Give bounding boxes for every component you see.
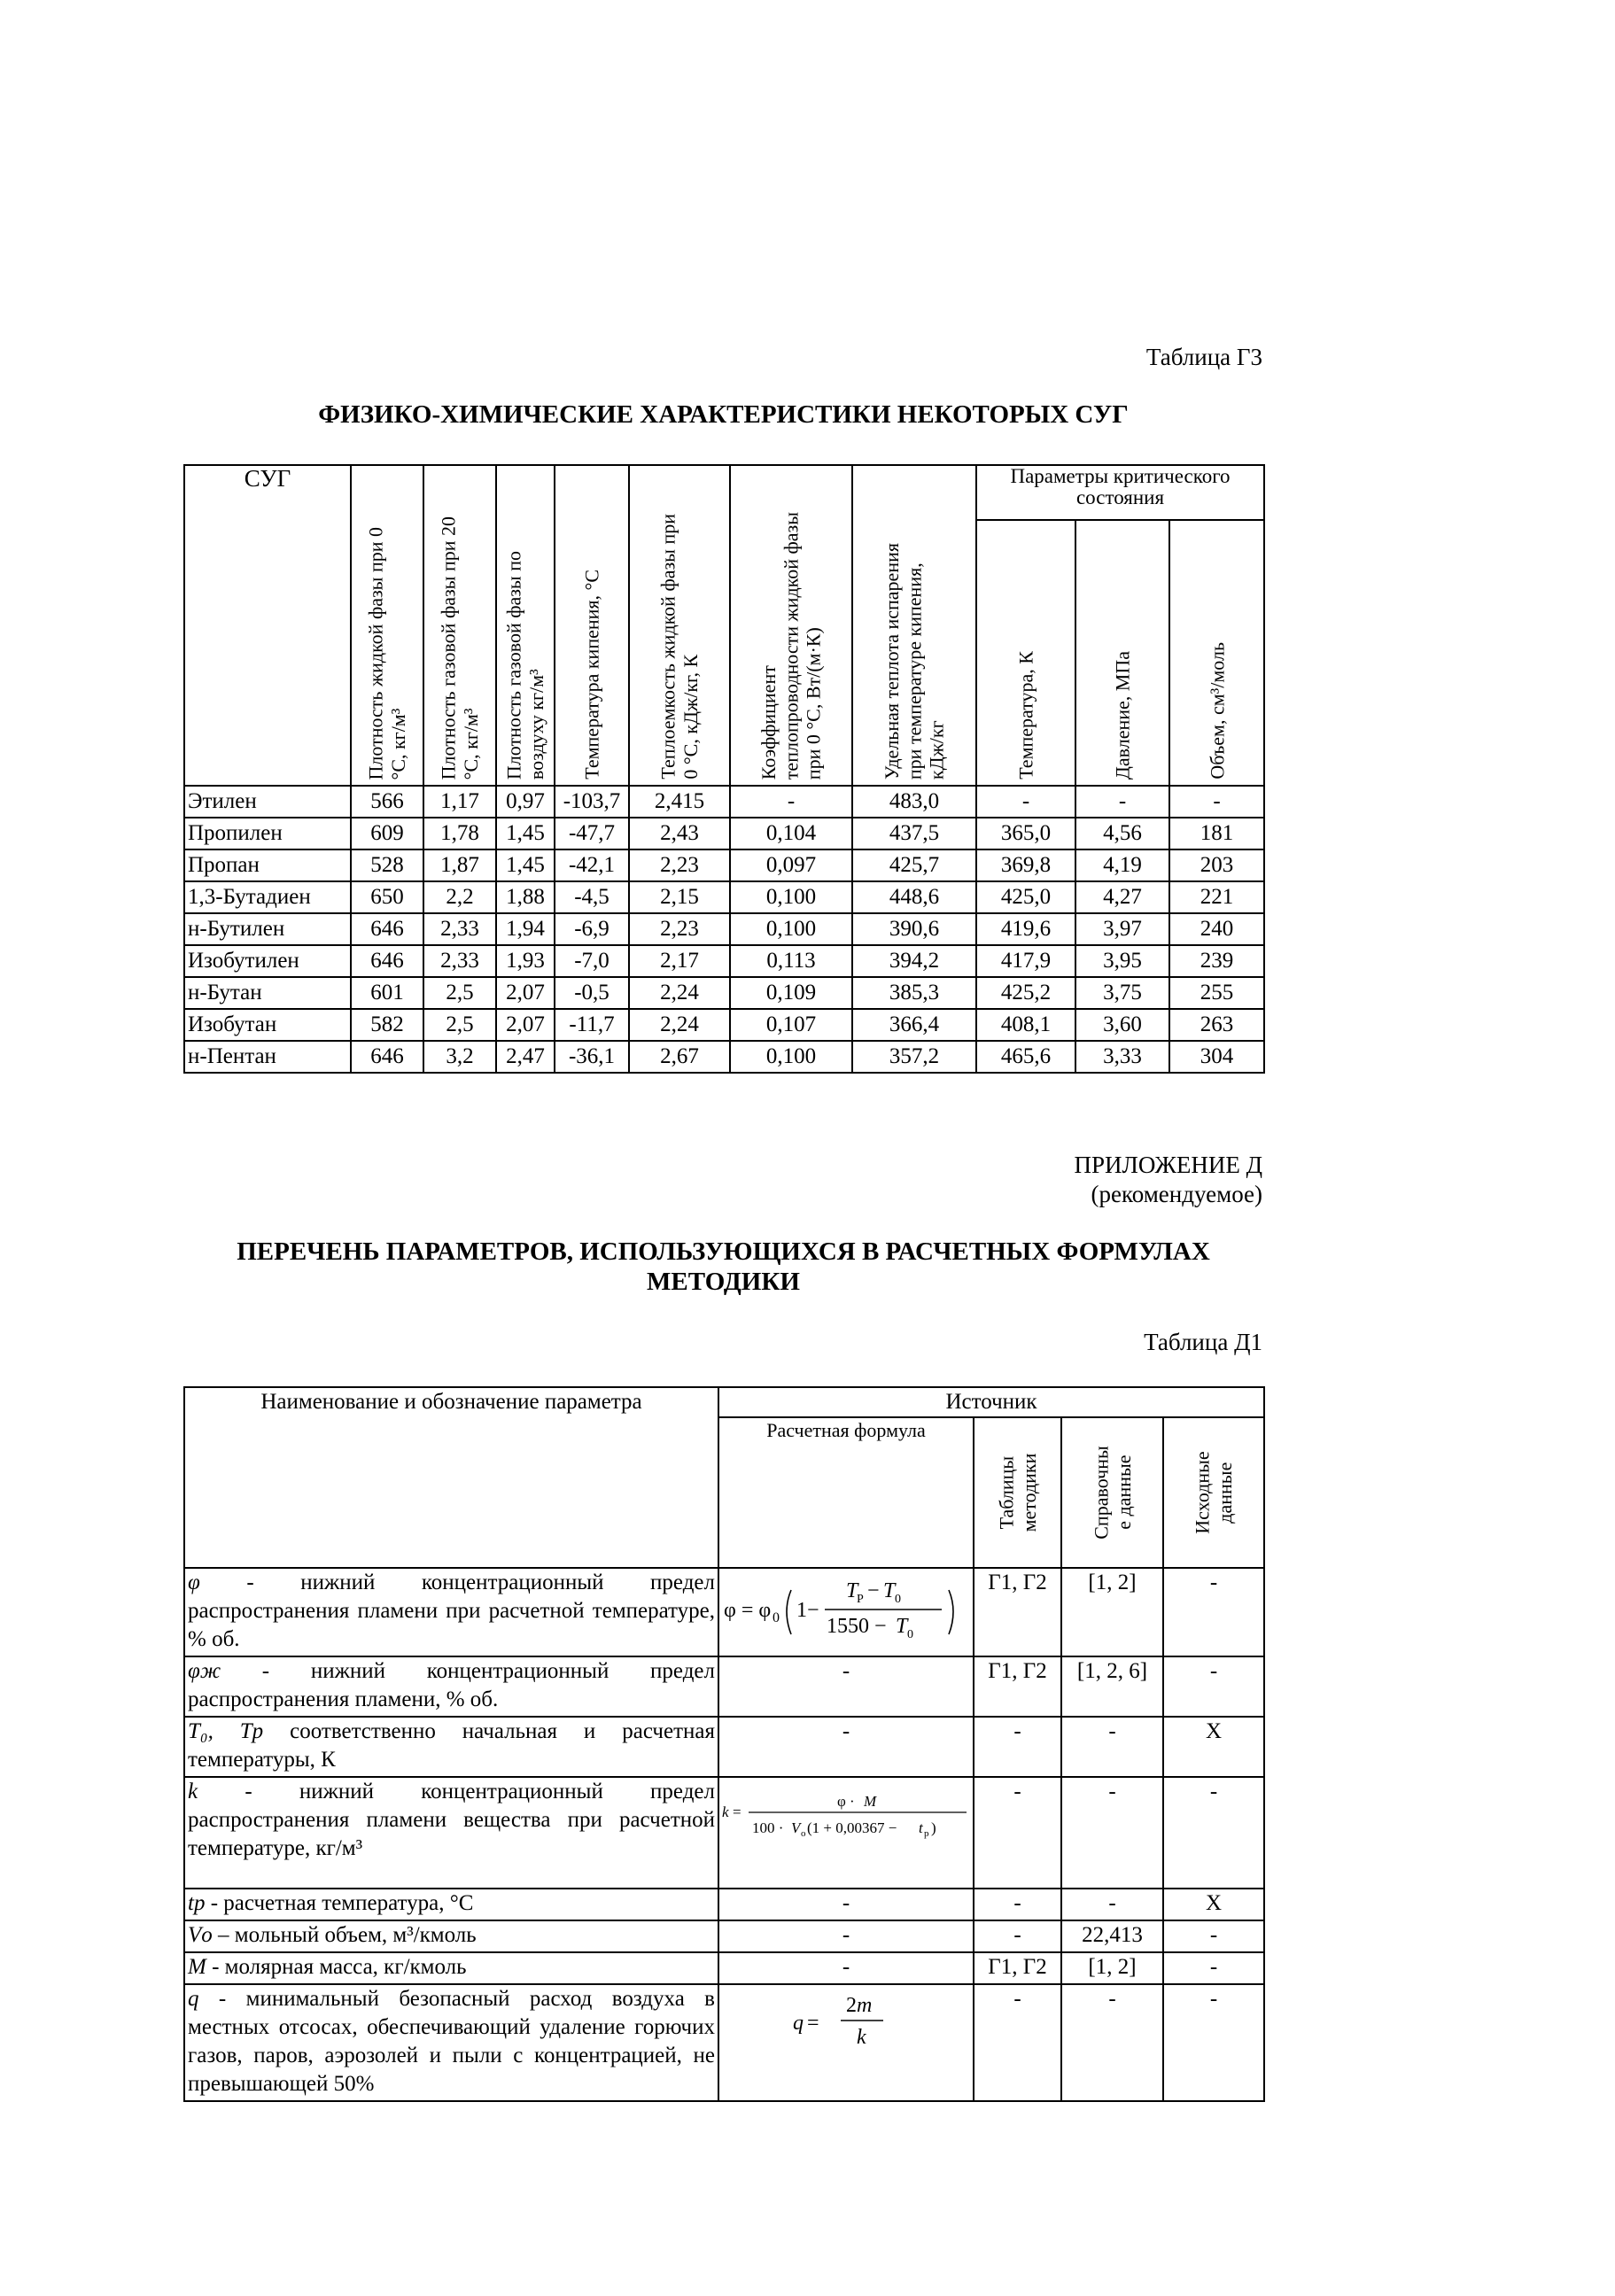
value-cell: 0,113 [730, 945, 852, 977]
appendix-label: ПРИЛОЖЕНИЕ Д [1074, 1152, 1262, 1178]
value-cell: -11,7 [555, 1009, 629, 1041]
value-cell: 483,0 [852, 786, 976, 818]
value-cell: 528 [351, 849, 423, 881]
value-cell: 1,45 [496, 818, 555, 849]
param-text: - минимальный безопасный расход воздуха в местных отсосах, обеспечивающий удаление горючих газов, паров, аэрозолей и пыли с концентрацией, не превышающей 50% [188, 1987, 715, 2096]
param-text: - молярная масса, кг/кмоль [206, 1955, 467, 1979]
value-cell: 2,07 [496, 977, 555, 1009]
value-cell: 425,7 [852, 849, 976, 881]
value-cell: -47,7 [555, 818, 629, 849]
svg-text:M: M [864, 1793, 877, 1810]
value-cell: 181 [1169, 818, 1264, 849]
header-reference-text: Справочны е данные [1090, 1446, 1135, 1540]
param-symbol: q [188, 1987, 199, 2011]
header-heat-capacity-text: Теплоемкость жидкой фазы при 0 °С, кДж/кг, К [656, 514, 702, 780]
tables-cell: - [974, 1889, 1061, 1920]
value-cell: 0,100 [730, 913, 852, 945]
table-row [184, 1041, 1264, 1073]
svg-text:2: 2 [846, 1994, 857, 2017]
value-cell: 390,6 [852, 913, 976, 945]
table-row [184, 818, 1264, 849]
value-cell: 437,5 [852, 818, 976, 849]
substance-name-cell: н-Бутилен [184, 913, 351, 945]
value-cell: 0,97 [496, 786, 555, 818]
svg-text:100 ·: 100 · [752, 1819, 784, 1836]
header-gas-air-density-text: Плотность газовой фазы по воздуху кг/м³ [502, 550, 547, 780]
value-cell: 2,23 [629, 913, 730, 945]
table-d1 [183, 1386, 1265, 2102]
value-cell: 2,47 [496, 1041, 555, 1073]
value-cell: 419,6 [976, 913, 1075, 945]
initial-cell: X [1163, 1889, 1264, 1920]
substance-name-cell: 1,3-Бутадиен [184, 881, 351, 913]
header-gas-density [423, 465, 496, 786]
value-cell: 2,15 [629, 881, 730, 913]
value-cell: 582 [351, 1009, 423, 1041]
header-crit-volume [1169, 520, 1264, 786]
value-cell: 0,109 [730, 977, 852, 1009]
table-row [184, 881, 1264, 913]
param-text: - нижний концентрационный предел распространения пламени, % об. [188, 1659, 715, 1711]
initial-cell: - [1163, 1920, 1264, 1952]
value-cell: 255 [1169, 977, 1264, 1009]
svg-text:t: t [919, 1819, 923, 1836]
table-g3-title: ФИЗИКО-ХИМИЧЕСКИЕ ХАРАКТЕРИСТИКИ НЕКОТОРЫХ СУГ [318, 400, 1129, 429]
table-row [184, 913, 1264, 945]
value-cell: 1,93 [496, 945, 555, 977]
header-tables [974, 1417, 1061, 1568]
header-crit-temp-text: Температура, К [1014, 651, 1037, 780]
table-row [184, 849, 1264, 881]
initial-cell: - [1163, 1656, 1264, 1717]
value-cell: 4,56 [1075, 818, 1169, 849]
value-cell: 417,9 [976, 945, 1075, 977]
value-cell: 601 [351, 977, 423, 1009]
svg-text:1550 −: 1550 − [827, 1615, 887, 1638]
svg-text:0: 0 [773, 1610, 780, 1625]
value-cell: 2,17 [629, 945, 730, 977]
table-row [184, 1889, 1264, 1920]
svg-text:0: 0 [895, 1593, 901, 1606]
value-cell: 3,2 [423, 1041, 496, 1073]
svg-text:P: P [857, 1593, 864, 1606]
header-crit-pressure-text: Давление, МПа [1111, 650, 1134, 780]
svg-text:=: = [733, 1803, 742, 1820]
value-cell: 646 [351, 913, 423, 945]
value-cell: 357,2 [852, 1041, 976, 1073]
initial-cell: - [1163, 1952, 1264, 1984]
value-cell: 385,3 [852, 977, 976, 1009]
table-row [184, 1984, 1264, 2101]
value-cell: 1,17 [423, 786, 496, 818]
header-crit-temp [976, 520, 1075, 786]
header-crit-volume-text: Объем, см³/моль [1205, 642, 1228, 780]
table-row [184, 1777, 1264, 1889]
reference-cell: - [1061, 1717, 1163, 1777]
value-cell: 425,2 [976, 977, 1075, 1009]
formula-cell [718, 1777, 974, 1889]
svg-text:o: o [801, 1828, 806, 1839]
header-critical-group: Параметры критического состояния [976, 465, 1264, 520]
appendix-title-line2: МЕТОДИКИ [647, 1268, 800, 1297]
value-cell: 3,75 [1075, 977, 1169, 1009]
substance-name-cell: Пропан [184, 849, 351, 881]
svg-text:φ ·: φ · [837, 1793, 855, 1810]
tables-cell: Г1, Г2 [974, 1952, 1061, 1984]
formula-cell: - [718, 1952, 974, 1984]
param-symbol: k [188, 1780, 198, 1803]
formula-cell: - [718, 1717, 974, 1777]
value-cell: -4,5 [555, 881, 629, 913]
svg-text:1−: 1− [796, 1599, 819, 1622]
svg-text:q: q [793, 2012, 804, 2035]
formula-cell: - [718, 1889, 974, 1920]
svg-text:k: k [857, 2026, 866, 2049]
value-cell: 650 [351, 881, 423, 913]
header-conductivity [730, 465, 852, 786]
value-cell: 2,23 [629, 849, 730, 881]
appendix-title [183, 1237, 1263, 1297]
param-text: соответственно начальная и расчетная температуры, К [188, 1719, 715, 1772]
param-cell [184, 1656, 718, 1717]
header-initial [1163, 1417, 1264, 1568]
header-evaporation-heat [852, 465, 976, 786]
substance-name-cell: Изобутан [184, 1009, 351, 1041]
value-cell: 366,4 [852, 1009, 976, 1041]
formula-phi [722, 1572, 970, 1650]
value-cell: 2,24 [629, 1009, 730, 1041]
value-cell: 239 [1169, 945, 1264, 977]
value-cell: 1,88 [496, 881, 555, 913]
param-cell [184, 1717, 718, 1777]
value-cell: 2,5 [423, 977, 496, 1009]
table-g3 [183, 464, 1265, 1074]
formula-cell: - [718, 1920, 974, 1952]
header-gas-air-density [496, 465, 555, 786]
table-row [184, 1568, 1264, 1656]
value-cell: 2,33 [423, 945, 496, 977]
value-cell: 2,43 [629, 818, 730, 849]
svg-text:=: = [807, 2012, 819, 2035]
reference-cell: - [1061, 1889, 1163, 1920]
value-cell: 448,6 [852, 881, 976, 913]
substance-name-cell: Пропилен [184, 818, 351, 849]
value-cell: 0,100 [730, 1041, 852, 1073]
value-cell: -36,1 [555, 1041, 629, 1073]
svg-text:0: 0 [907, 1628, 913, 1641]
value-cell: - [1169, 786, 1264, 818]
initial-cell: - [1163, 1777, 1264, 1889]
value-cell: 1,94 [496, 913, 555, 945]
formula-cell: - [718, 1656, 974, 1717]
table-row [184, 977, 1264, 1009]
value-cell: 408,1 [976, 1009, 1075, 1041]
value-cell: 2,2 [423, 881, 496, 913]
param-symbol: φ [188, 1571, 200, 1594]
reference-cell: [1, 2] [1061, 1568, 1163, 1656]
value-cell: 2,67 [629, 1041, 730, 1073]
header-liquid-density [351, 465, 423, 786]
value-cell: 4,19 [1075, 849, 1169, 881]
value-cell: -42,1 [555, 849, 629, 881]
svg-text:k: k [722, 1803, 729, 1820]
value-cell: 646 [351, 945, 423, 977]
substance-name-cell: н-Пентан [184, 1041, 351, 1073]
header-conductivity-text: Коэффициент теплопроводности жидкой фазы при 0 °С, Вт/(м·К) [757, 511, 825, 780]
svg-text:T: T [846, 1579, 858, 1602]
header-gas-density-text: Плотность газовой фазы при 20 °С, кг/м³ [437, 516, 482, 780]
value-cell: 0,107 [730, 1009, 852, 1041]
value-cell: -103,7 [555, 786, 629, 818]
param-text: – мольный объем, м³/кмоль [212, 1923, 477, 1947]
param-text: - нижний концентрационный предел распространения пламени при расчетной температуре, % об. [188, 1571, 715, 1651]
param-cell [184, 1889, 718, 1920]
svg-text:T: T [883, 1579, 896, 1602]
formula-cell [718, 1568, 974, 1656]
param-symbol: φж [188, 1659, 221, 1683]
header-evaporation-heat-text: Удельная теплота испарения при температуре кипения, кДж/кг [881, 542, 948, 780]
tables-cell: Г1, Г2 [974, 1568, 1061, 1656]
value-cell: -6,9 [555, 913, 629, 945]
formula-k [722, 1781, 970, 1852]
value-cell: -0,5 [555, 977, 629, 1009]
header-reference [1061, 1417, 1163, 1568]
value-cell: - [730, 786, 852, 818]
value-cell: -7,0 [555, 945, 629, 977]
param-cell [184, 1952, 718, 1984]
header-initial-text: Исходные данные [1191, 1451, 1236, 1534]
svg-text:φ = φ: φ = φ [724, 1599, 772, 1622]
value-cell: 609 [351, 818, 423, 849]
header-crit-pressure [1075, 520, 1169, 786]
value-cell: 2,33 [423, 913, 496, 945]
svg-text:T: T [896, 1615, 908, 1638]
value-cell: 304 [1169, 1041, 1264, 1073]
header-formula: Расчетная формула [718, 1417, 974, 1568]
reference-cell: - [1061, 1777, 1163, 1889]
value-cell: 2,5 [423, 1009, 496, 1041]
value-cell: 2,24 [629, 977, 730, 1009]
appendix-note: (рекомендуемое) [1091, 1181, 1262, 1207]
value-cell: 221 [1169, 881, 1264, 913]
header-boiling-temp [555, 465, 629, 786]
table-row [184, 1920, 1264, 1952]
value-cell: 465,6 [976, 1041, 1075, 1073]
reference-cell: - [1061, 1984, 1163, 2101]
value-cell: 0,100 [730, 881, 852, 913]
header-sug: СУГ [184, 465, 351, 786]
value-cell: 1,45 [496, 849, 555, 881]
param-cell [184, 1568, 718, 1656]
reference-cell: 22,413 [1061, 1920, 1163, 1952]
table-row [184, 1009, 1264, 1041]
svg-text:): ) [931, 1819, 936, 1836]
value-cell: 394,2 [852, 945, 976, 977]
reference-cell: [1, 2] [1061, 1952, 1163, 1984]
param-symbol: tр [188, 1891, 206, 1915]
svg-text:m: m [857, 1994, 873, 2017]
param-symbol: Vо [188, 1923, 213, 1947]
value-cell: 4,27 [1075, 881, 1169, 913]
value-cell: 1,78 [423, 818, 496, 849]
value-cell: 646 [351, 1041, 423, 1073]
reference-cell: [1, 2, 6] [1061, 1656, 1163, 1717]
tables-cell: - [974, 1777, 1061, 1889]
param-text: - расчетная температура, °С [205, 1891, 474, 1915]
value-cell: 2,07 [496, 1009, 555, 1041]
table-row [184, 1717, 1264, 1777]
svg-text:p: p [924, 1828, 929, 1839]
value-cell: - [976, 786, 1075, 818]
svg-text:V: V [791, 1819, 801, 1836]
header-param: Наименование и обозначение параметра [184, 1387, 718, 1568]
value-cell: 203 [1169, 849, 1264, 881]
header-liquid-density-text: Плотность жидкой фазы при 0 °С, кг/м³ [364, 526, 409, 780]
svg-text:−: − [867, 1579, 880, 1602]
value-cell: 2,415 [629, 786, 730, 818]
table-g3-body [184, 786, 1264, 1073]
value-cell: 365,0 [976, 818, 1075, 849]
tables-cell: Г1, Г2 [974, 1656, 1061, 1717]
value-cell: 425,0 [976, 881, 1075, 913]
initial-cell: - [1163, 1984, 1264, 2101]
param-symbol: T₀, Tр [188, 1719, 264, 1743]
value-cell: 3,95 [1075, 945, 1169, 977]
header-heat-capacity [629, 465, 730, 786]
header-source: Источник [718, 1387, 1264, 1417]
param-text: - нижний концентрационный предел распространения пламени вещества при расчетной температуре, кг/м³ [188, 1780, 715, 1860]
value-cell: 263 [1169, 1009, 1264, 1041]
value-cell: 0,097 [730, 849, 852, 881]
tables-cell: - [974, 1984, 1061, 2101]
substance-name-cell: Изобутилен [184, 945, 351, 977]
value-cell: 1,87 [423, 849, 496, 881]
initial-cell: - [1163, 1568, 1264, 1656]
header-tables-text: Таблицы методики [995, 1453, 1040, 1532]
value-cell: 240 [1169, 913, 1264, 945]
table-row [184, 1952, 1264, 1984]
param-cell [184, 1777, 718, 1889]
substance-name-cell: Этилен [184, 786, 351, 818]
param-cell [184, 1984, 718, 2101]
value-cell: 3,97 [1075, 913, 1169, 945]
formula-cell [718, 1984, 974, 2101]
value-cell: 0,104 [730, 818, 852, 849]
table-row [184, 1656, 1264, 1717]
param-symbol: M [188, 1955, 206, 1979]
param-cell [184, 1920, 718, 1952]
table-row [184, 786, 1264, 818]
header-boiling-temp-text: Температура кипения, °С [580, 570, 603, 780]
appendix-title-line1: ПЕРЕЧЕНЬ ПАРАМЕТРОВ, ИСПОЛЬЗУЮЩИХСЯ В РАСЧЕТНЫХ ФОРМУЛАХ [237, 1237, 1210, 1266]
initial-cell: X [1163, 1717, 1264, 1777]
tables-cell: - [974, 1920, 1061, 1952]
formula-q [784, 1989, 908, 2052]
table-g3-caption: Таблица Г3 [1145, 344, 1262, 370]
tables-cell: - [974, 1717, 1061, 1777]
value-cell: 369,8 [976, 849, 1075, 881]
substance-name-cell: н-Бутан [184, 977, 351, 1009]
value-cell: - [1075, 786, 1169, 818]
table-d1-caption: Таблица Д1 [1144, 1329, 1262, 1355]
value-cell: 3,33 [1075, 1041, 1169, 1073]
value-cell: 566 [351, 786, 423, 818]
table-row [184, 945, 1264, 977]
value-cell: 3,60 [1075, 1009, 1169, 1041]
svg-text:(1 + 0,00367 −: (1 + 0,00367 − [807, 1819, 897, 1836]
